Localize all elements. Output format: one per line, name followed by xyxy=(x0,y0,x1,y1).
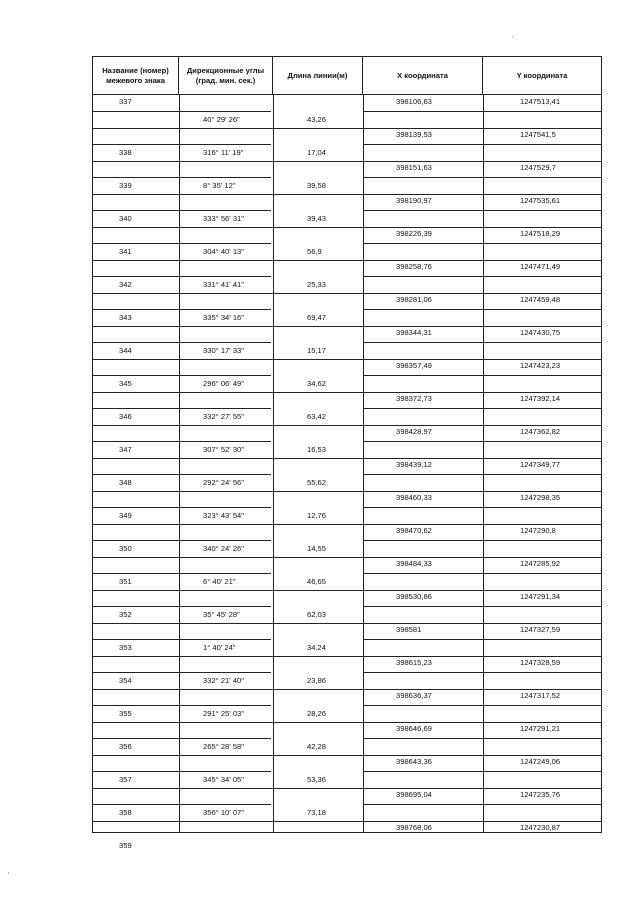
row-divider xyxy=(273,194,601,195)
row-divider xyxy=(93,540,271,541)
point-name: 348 xyxy=(119,478,132,487)
direction-angle: 316° 11' 19" xyxy=(203,148,244,157)
direction-angle: 356° 10' 07" xyxy=(203,808,244,817)
row-divider xyxy=(273,656,601,657)
direction-angle: 1° 40' 24" xyxy=(203,643,236,652)
row-divider xyxy=(273,128,601,129)
y-coordinate: 1247249,06 xyxy=(520,757,561,766)
line-length: 55,62 xyxy=(307,478,327,487)
row-divider xyxy=(93,639,271,640)
x-coordinate: 398106,63 xyxy=(396,97,432,106)
direction-angle: 35° 45' 28" xyxy=(203,610,240,619)
row-divider xyxy=(273,755,601,756)
y-coordinate: 1247513,41 xyxy=(520,97,561,106)
point-name: 356 xyxy=(119,742,132,751)
line-length: 56,9 xyxy=(307,247,322,256)
row-divider xyxy=(363,639,601,640)
direction-angle: 332° 21' 40" xyxy=(203,676,244,685)
row-divider xyxy=(363,606,601,607)
point-name: 342 xyxy=(119,280,132,289)
point-name: 345 xyxy=(119,379,132,388)
header-y: Y координата xyxy=(516,70,568,80)
row-divider xyxy=(93,606,271,607)
row-divider xyxy=(93,111,271,112)
direction-angle: 292° 24' 56" xyxy=(203,478,244,487)
point-name: 344 xyxy=(119,346,132,355)
direction-angle: 265° 28' 58" xyxy=(203,742,244,751)
point-name: 340 xyxy=(119,214,132,223)
line-length: 39,58 xyxy=(307,181,327,190)
point-name: 354 xyxy=(119,676,132,685)
row-divider xyxy=(273,491,601,492)
header-name: Название (номер) межевого знака xyxy=(93,57,179,94)
row-divider xyxy=(363,507,601,508)
row-divider xyxy=(273,425,601,426)
line-length: 69,47 xyxy=(307,313,327,322)
direction-angle: 296° 06' 49" xyxy=(203,379,244,388)
row-divider xyxy=(93,408,271,409)
direction-angle: 40° 29' 26" xyxy=(203,115,240,124)
row-divider xyxy=(273,689,601,690)
scan-speck xyxy=(512,36,513,37)
row-divider xyxy=(273,359,601,360)
y-coordinate: 1247392,14 xyxy=(520,394,561,403)
x-coordinate: 398643,36 xyxy=(396,757,432,766)
direction-angle: 291° 25' 03" xyxy=(203,709,244,718)
row-divider xyxy=(273,161,601,162)
row-divider xyxy=(363,573,601,574)
point-name: 358 xyxy=(119,808,132,817)
direction-angle: 307° 52' 30" xyxy=(203,445,244,454)
point-name: 338 xyxy=(119,148,132,157)
y-coordinate: 1247423,23 xyxy=(520,361,561,370)
direction-angle: 332° 27' 55" xyxy=(203,412,244,421)
x-coordinate: 398372,73 xyxy=(396,394,432,403)
row-divider xyxy=(93,177,271,178)
row-divider xyxy=(93,276,271,277)
point-name: 347 xyxy=(119,445,132,454)
row-divider xyxy=(93,309,271,310)
x-coordinate: 398484,33 xyxy=(396,559,432,568)
x-coordinate: 398281,06 xyxy=(396,295,432,304)
x-coordinate: 398530,86 xyxy=(396,592,432,601)
row-divider xyxy=(273,392,601,393)
line-length: 16,53 xyxy=(307,445,327,454)
row-divider xyxy=(363,408,601,409)
x-coordinate: 398428,97 xyxy=(396,427,432,436)
y-coordinate: 1247290,8 xyxy=(520,526,556,535)
header-length: Длина линии(м) xyxy=(273,57,363,94)
row-divider xyxy=(363,804,601,805)
line-length: 53,36 xyxy=(307,775,327,784)
point-name: 351 xyxy=(119,577,132,586)
direction-angle: 333° 56' 31" xyxy=(203,214,244,223)
y-coordinate: 1247362,82 xyxy=(520,427,561,436)
line-length: 15,17 xyxy=(307,346,327,355)
row-divider xyxy=(363,210,601,211)
row-divider xyxy=(363,276,601,277)
row-divider xyxy=(363,474,601,475)
y-coordinate: 1247349,77 xyxy=(520,460,561,469)
direction-angle: 335° 34' 16" xyxy=(203,313,244,322)
direction-angle: 8° 35' 12" xyxy=(203,181,236,190)
row-divider xyxy=(273,722,601,723)
x-coordinate: 398636,37 xyxy=(396,691,432,700)
y-coordinate: 1247328,59 xyxy=(520,658,561,667)
direction-angle: 331° 41' 41" xyxy=(203,280,244,289)
x-coordinate: 398581 xyxy=(396,625,422,634)
line-length: 62,03 xyxy=(307,610,327,619)
y-coordinate: 1247471,49 xyxy=(520,262,561,271)
x-coordinate: 398226,39 xyxy=(396,229,432,238)
row-divider xyxy=(93,672,271,673)
boundary-coordinates-table xyxy=(92,56,602,850)
row-divider xyxy=(93,507,271,508)
row-divider xyxy=(93,474,271,475)
point-name: 353 xyxy=(119,643,132,652)
line-length: 28,26 xyxy=(307,709,327,718)
row-divider xyxy=(363,771,601,772)
point-name: 355 xyxy=(119,709,132,718)
point-name: 343 xyxy=(119,313,132,322)
line-length: 34,24 xyxy=(307,643,327,652)
row-divider xyxy=(363,441,601,442)
row-divider xyxy=(363,309,601,310)
row-divider xyxy=(363,705,601,706)
direction-angle: 304° 40' 13" xyxy=(203,247,244,256)
row-divider xyxy=(93,441,271,442)
y-coordinate: 1247230,87 xyxy=(520,823,561,832)
x-coordinate: 398460,33 xyxy=(396,493,432,502)
row-divider xyxy=(273,326,601,327)
y-coordinate: 1247291,21 xyxy=(520,724,561,733)
y-coordinate: 1247291,34 xyxy=(520,592,561,601)
x-coordinate: 398646,69 xyxy=(396,724,432,733)
row-divider xyxy=(273,557,601,558)
row-divider xyxy=(93,771,271,772)
point-name: 357 xyxy=(119,775,132,784)
y-coordinate: 1247235,76 xyxy=(520,790,561,799)
row-divider xyxy=(363,144,601,145)
row-divider xyxy=(363,243,601,244)
row-divider xyxy=(363,342,601,343)
row-divider xyxy=(363,672,601,673)
scan-speck xyxy=(8,872,9,874)
row-divider xyxy=(93,144,271,145)
x-coordinate: 398470,62 xyxy=(396,526,432,535)
point-name: 350 xyxy=(119,544,132,553)
point-name: 337 xyxy=(119,97,132,106)
row-divider xyxy=(93,804,271,805)
x-coordinate: 398768,06 xyxy=(396,823,432,832)
line-length: 43,26 xyxy=(307,115,327,124)
line-length: 63,42 xyxy=(307,412,327,421)
point-name: 339 xyxy=(119,181,132,190)
y-coordinate: 1247518,29 xyxy=(520,229,561,238)
row-divider xyxy=(363,177,601,178)
table-body xyxy=(93,95,601,850)
y-coordinate: 1247459,48 xyxy=(520,295,561,304)
row-divider xyxy=(93,705,271,706)
x-coordinate: 398258,76 xyxy=(396,262,432,271)
row-divider xyxy=(273,623,601,624)
y-coordinate: 1247529,7 xyxy=(520,163,556,172)
point-name: 352 xyxy=(119,610,132,619)
y-coordinate: 1247541,5 xyxy=(520,130,556,139)
line-length: 23,86 xyxy=(307,676,327,685)
direction-angle: 345° 34' 05" xyxy=(203,775,244,784)
row-divider xyxy=(93,210,271,211)
point-name: 346 xyxy=(119,412,132,421)
line-length: 73,18 xyxy=(307,808,327,817)
table-header-row xyxy=(93,57,601,95)
line-length: 14,55 xyxy=(307,544,327,553)
point-name: 349 xyxy=(119,511,132,520)
line-length: 34,62 xyxy=(307,379,327,388)
line-length: 17,04 xyxy=(307,148,327,157)
row-divider xyxy=(273,524,601,525)
row-divider xyxy=(363,111,601,112)
y-coordinate: 1247285,92 xyxy=(520,559,561,568)
row-divider xyxy=(363,738,601,739)
x-coordinate: 398151,63 xyxy=(396,163,432,172)
row-divider xyxy=(273,227,601,228)
point-name: 341 xyxy=(119,247,132,256)
line-length: 42,28 xyxy=(307,742,327,751)
row-divider xyxy=(273,293,601,294)
direction-angle: 330° 17' 33" xyxy=(203,346,244,355)
direction-angle: 340° 24' 26" xyxy=(203,544,244,553)
row-divider xyxy=(273,458,601,459)
y-coordinate: 1247298,35 xyxy=(520,493,561,502)
line-length: 39,43 xyxy=(307,214,327,223)
line-length: 46,65 xyxy=(307,577,327,586)
row-divider xyxy=(93,243,271,244)
header-x: X координата xyxy=(363,57,483,94)
x-coordinate: 398190,97 xyxy=(396,196,432,205)
row-divider xyxy=(363,375,601,376)
line-length: 25,33 xyxy=(307,280,327,289)
line-length: 12,76 xyxy=(307,511,327,520)
x-coordinate: 398139,53 xyxy=(396,130,432,139)
row-divider xyxy=(93,738,271,739)
row-divider xyxy=(273,260,601,261)
x-coordinate: 398357,49 xyxy=(396,361,432,370)
row-divider xyxy=(273,821,601,822)
y-coordinate: 1247327,59 xyxy=(520,625,561,634)
row-divider xyxy=(273,788,601,789)
direction-angle: 323° 43' 54" xyxy=(203,511,244,520)
row-divider xyxy=(363,540,601,541)
x-coordinate: 398695,04 xyxy=(396,790,432,799)
point-name: 359 xyxy=(119,841,132,850)
x-coordinate: 398615,23 xyxy=(396,658,432,667)
direction-angle: 6° 40' 21" xyxy=(203,577,236,586)
y-coordinate: 1247535,61 xyxy=(520,196,561,205)
y-coordinate: 1247317,52 xyxy=(520,691,561,700)
x-coordinate: 398439,12 xyxy=(396,460,432,469)
y-coordinate: 1247430,75 xyxy=(520,328,561,337)
row-divider xyxy=(93,375,271,376)
row-divider xyxy=(93,573,271,574)
x-coordinate: 398344,31 xyxy=(396,328,432,337)
row-divider xyxy=(93,342,271,343)
row-divider xyxy=(273,590,601,591)
header-angle: Дирекционные углы (град. мин. сек.) xyxy=(179,57,273,94)
